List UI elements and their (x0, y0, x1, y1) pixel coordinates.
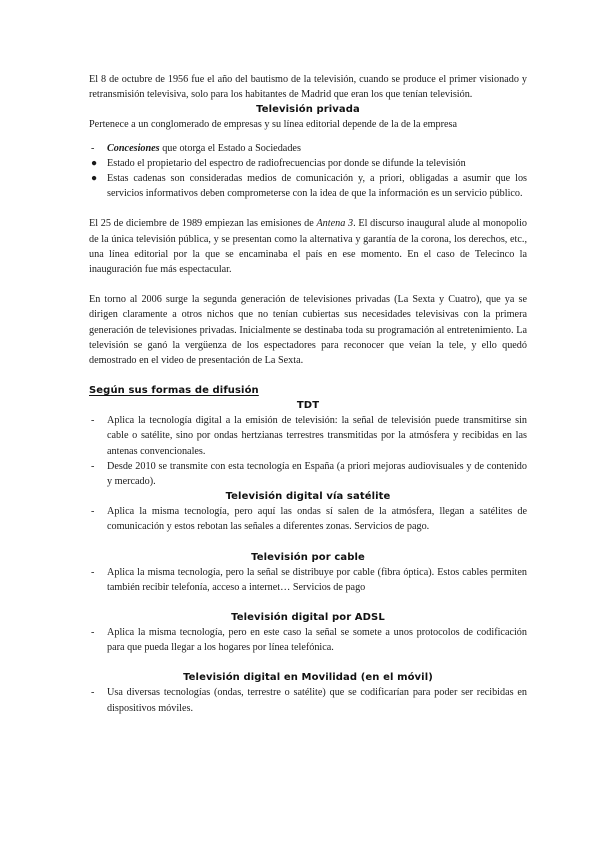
private-tv-heading: Televisión privada (256, 104, 360, 116)
list-item (89, 459, 527, 489)
list-item-text: que otorga el Estado a Sociedades (159, 142, 301, 154)
list-item (89, 625, 527, 655)
adsl-heading: Televisión digital por ADSL (231, 612, 385, 624)
list-item-bold: Concesiones (107, 142, 160, 154)
list-marker: - (91, 142, 95, 154)
antena3-text-a: El 25 de diciembre de 1989 empiezan las emisiones de (89, 218, 317, 230)
antena3-text-b: . El discurso inaugural alude al monopolio de la única televisión pública, y se presentan como la alternativa y garantía de la corona, los derechos, etc., una línea editorial por la que se encaminaba el país en ese momento. En el caso de Telecinco la inauguración fue más espectacular. (89, 218, 527, 276)
list-item-text: Estado el propietario del espectro de radiofrecuencias por donde se difunde la televisión (107, 157, 466, 169)
adsl-list (89, 625, 527, 655)
dash-marker: - (91, 566, 95, 578)
list-item (89, 171, 527, 201)
dash-marker: - (91, 627, 95, 639)
dash-marker: - (91, 687, 95, 699)
list-item (89, 565, 527, 595)
list-item (89, 413, 527, 459)
tdt-list (89, 413, 527, 489)
tdt-heading: TDT (296, 400, 320, 412)
dash-marker: - (91, 460, 95, 472)
satellite-list (89, 504, 527, 534)
dash-marker: - (91, 506, 95, 518)
private-tv-list (89, 141, 527, 202)
list-item-text: Desde 2010 se transmite con esta tecnología en España (a priori mejoras audiovisuales y de contenido y mercado). (107, 460, 527, 488)
list-item-text: Estas cadenas son consideradas medios de comunicación y, a priori, obligadas a asumir que los servicios informativos deben comprometerse con la idea de que la información es un servicio público. (107, 173, 527, 200)
satellite-heading: Televisión digital vía satélite (225, 491, 391, 503)
cable-list (89, 565, 527, 595)
cable-heading: Televisión por cable (251, 551, 365, 563)
mobile-heading: Televisión digital en Movilidad (en el móvil) (183, 672, 433, 684)
intro-paragraph: El 8 de octubre de 1956 fue el año del bautismo de la televisión, cuando se produce el primer visionado y retransmisión televisiva, solo para los habitantes de Madrid que eran los que tenían televisión. (89, 74, 527, 101)
diffusion-heading: Según sus formas de difusión (89, 385, 259, 397)
list-item-text: Aplica la misma tecnología, pero en este caso la señal se somete a unos protocolos de codificación para que pueda llegar a los hogares por línea telefónica. (107, 627, 527, 654)
list-item (89, 504, 527, 534)
list-item-text: Aplica la tecnología digital a la emisión de televisión: la señal de televisión puede transmitirse sin cable o satélite, sino por ondas hertzianas terrestres transmitidas por la atmósfera y recibidas en las antenas convencionales. (107, 415, 527, 457)
bullet-icon: ● (91, 173, 98, 185)
antena3-paragraph (89, 216, 527, 277)
mobile-list (89, 685, 527, 715)
list-item-text: Aplica la misma tecnología, pero aquí las ondas sí salen de la atmósfera, llegan a satélites de comunicación y estos rebotan las señales a diferentes zonas. Servicios de pago. (107, 506, 527, 533)
dash-marker: - (91, 415, 95, 427)
document-body (89, 72, 527, 716)
list-item (89, 156, 527, 171)
list-item-text: Aplica la misma tecnología, pero la señal se distribuye por cable (fibra óptica). Estos cables permiten también recibir telefonía, acceso a internet… Servicios de pago (107, 566, 527, 593)
antena3-name: Antena 3 (316, 218, 354, 230)
list-item (89, 141, 527, 156)
bullet-icon: ● (91, 157, 98, 169)
private-tv-description: Pertenece a un conglomerado de empresas y su línea editorial depende de la de la empresa (89, 119, 458, 131)
list-item (89, 685, 527, 715)
list-item-text: Usa diversas tecnologías (ondas, terrestre o satélite) que se codificarían para poder ser recibidas en dispositivos móviles. (107, 687, 527, 714)
second-generation-paragraph: En torno al 2006 surge la segunda generación de televisiones privadas (La Sexta y Cuatro), que ya se dirigen claramente a otros nichos que no tenían cubiertas sus necesidades televisivas con la primera generación de televisiones privadas. Inicialmente se destinaba toda su programación al entretenimiento. La televisión se ganó la vergüenza de los espectadores para reconocer que veían la tele, y ello quedó demostrado en el video de presentación de La Sexta. (89, 294, 527, 367)
